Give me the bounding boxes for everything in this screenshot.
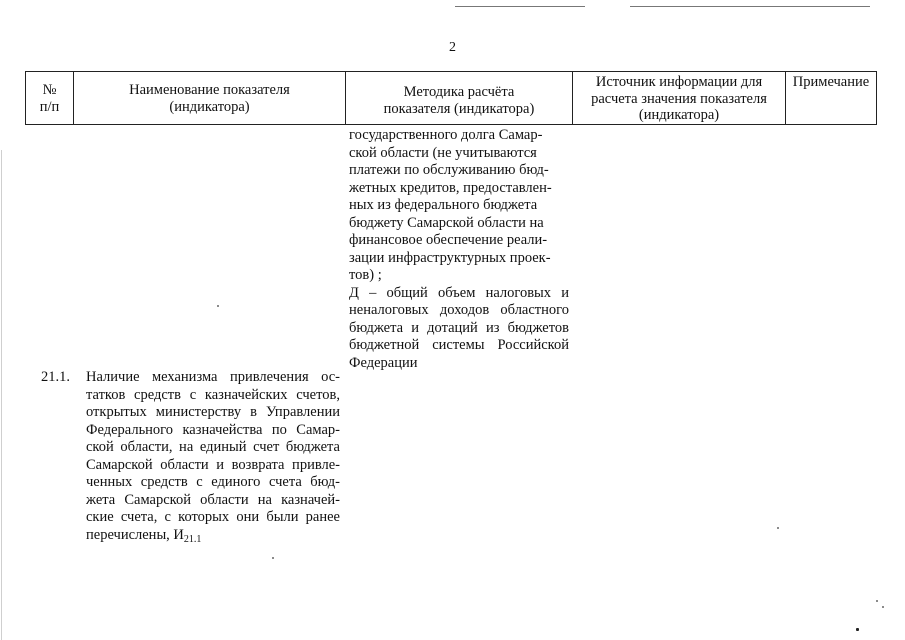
- header-col-method: [346, 72, 573, 124]
- method-line: жетных кредитов, предоставлен-: [349, 179, 552, 196]
- method-line: неналоговых доходов областного: [349, 302, 569, 318]
- method-line: государственного долга Самар-: [349, 127, 543, 143]
- scan-speck: [217, 305, 219, 307]
- header-text: (индикатора): [169, 98, 250, 115]
- indicator-line: Самарской области и возврата привле-: [86, 456, 340, 473]
- indicator-line: ской области, на единый счет бюджета: [86, 439, 340, 455]
- header-text: (индикатора): [638, 107, 720, 123]
- header-text: Методика расчёта: [403, 84, 515, 100]
- header-col-source: [573, 72, 786, 124]
- scan-speck: [777, 527, 779, 529]
- method-line: Федерации: [349, 354, 418, 371]
- scan-speck: [876, 600, 878, 602]
- method-line: ской области (не учитываются: [349, 144, 537, 161]
- method-line: тов) ;: [349, 267, 382, 283]
- header-text: расчета значения показателя: [591, 90, 767, 107]
- scan-speck: [882, 606, 884, 608]
- table-header: [25, 71, 877, 125]
- indicator-line: жета Самарской области на казначей-: [86, 491, 340, 508]
- header-text: показателя (индикатора): [383, 100, 535, 117]
- method-line: платежи по обслуживанию бюд-: [349, 162, 549, 178]
- header-col-name: [74, 72, 346, 124]
- indicator-text: перечислены, И: [86, 526, 184, 543]
- indicator-line: открытых министерству в Управлении: [86, 404, 340, 420]
- page-number: 2: [449, 40, 456, 55]
- scan-edge: [1, 150, 2, 640]
- header-col-note: [786, 72, 876, 124]
- header-text: Примечание: [792, 74, 870, 90]
- method-line: бюджета и дотаций из бюджетов: [349, 319, 569, 336]
- scan-line-top: [630, 6, 870, 7]
- indicator-line: ченных средств с единого счета бюд-: [86, 474, 340, 490]
- indicator-line: ские счета, с которых они были ранее: [86, 509, 340, 525]
- method-line: ных из федерального бюджета: [349, 197, 538, 213]
- method-line: зации инфраструктурных проек-: [349, 249, 551, 266]
- scan-line-top: [455, 6, 585, 7]
- indicator-line: татков средств с казначейских счетов,: [86, 386, 340, 403]
- header-col-number: [26, 72, 74, 124]
- row-number: 21.1.: [41, 369, 70, 385]
- method-line: бюджетной системы Российской: [349, 337, 569, 353]
- header-text: №: [42, 82, 57, 98]
- indicator-line: Федерального казначейства по Самар-: [86, 421, 340, 438]
- scan-speck: [272, 557, 274, 559]
- indicator-subscript: 21.1: [183, 533, 202, 545]
- header-text: п/п: [39, 98, 60, 115]
- method-line: бюджету Самарской области на: [349, 214, 544, 231]
- method-line: финансовое обеспечение реали-: [349, 232, 548, 248]
- indicator-line: Наличие механизма привлечения ос-: [86, 369, 340, 385]
- method-cell: [349, 127, 569, 372]
- method-line: Д – общий объем налоговых и: [349, 284, 569, 301]
- indicator-line-last: [86, 527, 340, 549]
- scan-speck: [856, 628, 859, 631]
- header-text: Наименование показателя: [129, 82, 290, 98]
- indicator-name-cell: [86, 369, 340, 548]
- header-text: Источник информации для: [595, 74, 763, 90]
